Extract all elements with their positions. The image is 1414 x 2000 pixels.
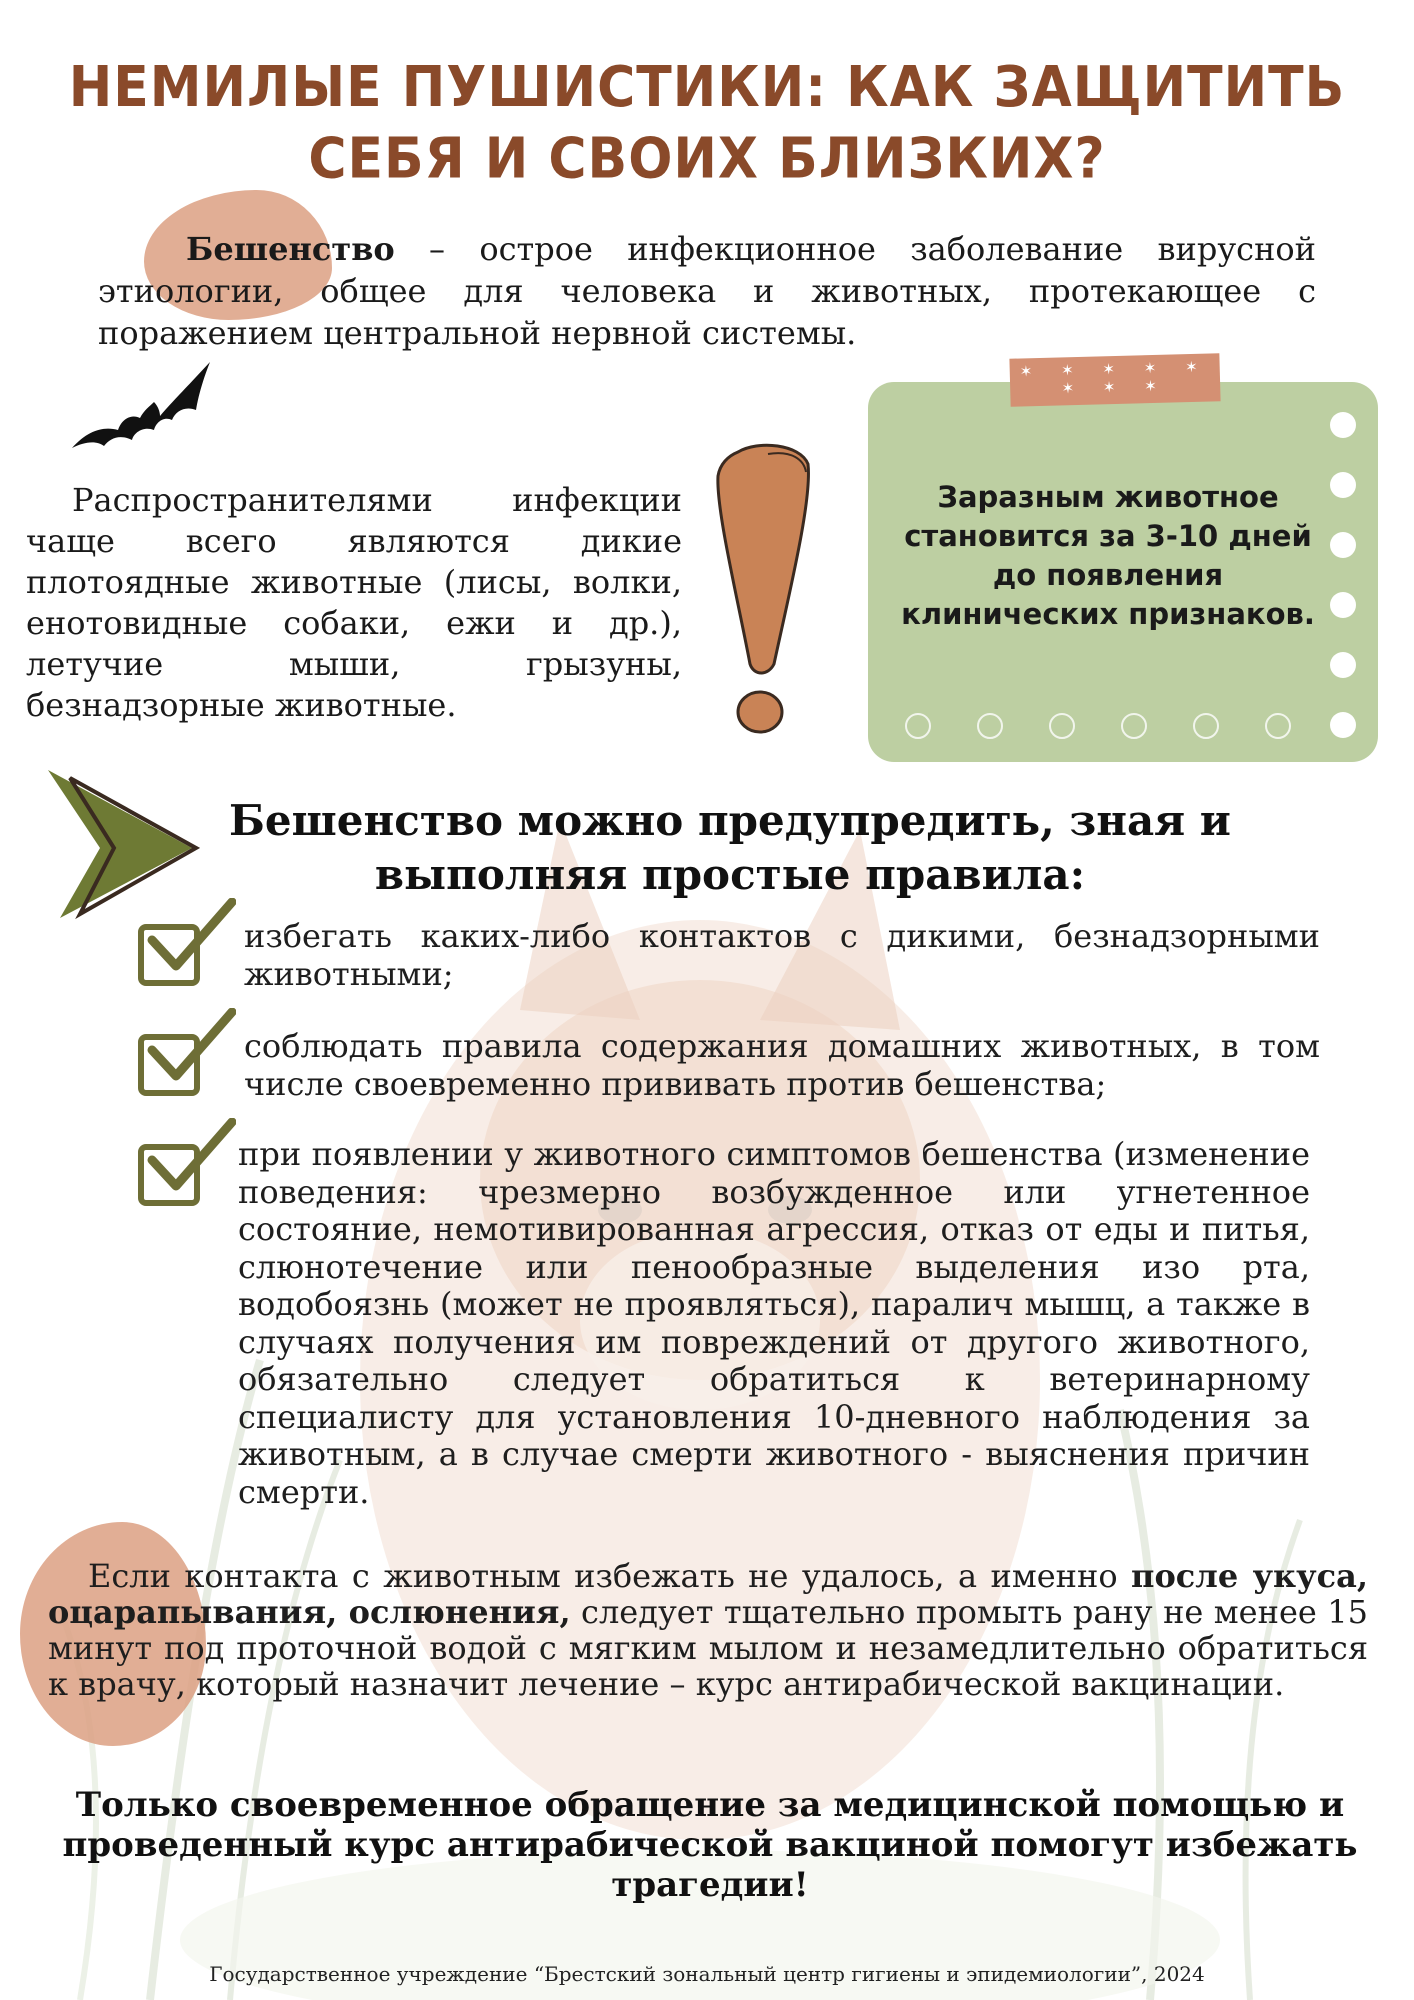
check-icon: [146, 898, 236, 978]
exclamation-icon: [708, 440, 818, 740]
rule-item: при появлении у животного симптомов бешенства (изменение поведения: чрезмерно возбужденное или угнетенное состояние, немотивированная агрессия, отказ от еды и питья, слюнотечение или пенообразные выделения изо рта, водобоязнь (может не проявляться), паралич мышц, а также в случаях получения им повреждений от другого животного, обязательно следует обратиться к ветеринарному специалисту для установления 10-дневного наблюдения за животным, а в случае смерти животного - выяснения причин смерти.: [238, 1135, 1310, 1511]
contact-rest: следует тщательно промыть рану не менее 15 минут под проточной водой с мягким мылом и незамедлительно обратиться к врачу, который назначит лечение – курс антирабической вакцинации.: [48, 1593, 1369, 1703]
card-hole: [1330, 532, 1356, 558]
rules-heading: Бешенство можно предупредить, зная и выполняя простые правила:: [229, 796, 1231, 899]
definition-paragraph: [98, 228, 1316, 354]
check-icon: [146, 1008, 236, 1088]
final-statement: Только своевременное обращение за медицинской помощью и проведенный курс антирабической вакциной помогут избежать трагедии!: [62, 1785, 1358, 1905]
contact-bold: после укуса, оцарапывания, ослюнения,: [48, 1557, 1369, 1631]
card-hole: [1330, 412, 1356, 438]
bat-icon: [70, 360, 214, 452]
card-hole: [1330, 712, 1356, 738]
contact-paragraph: [48, 1558, 1368, 1702]
footer-credit: Государственное учреждение “Брестский зональный центр гигиены и эпидемиологии”, 2024: [209, 1962, 1205, 1986]
rule-item: избегать каких-либо контактов с дикими, безнадзорными животными;: [244, 917, 1320, 993]
card-hole: [1330, 652, 1356, 678]
card-hole: [1330, 592, 1356, 618]
page-title: НЕМИЛЫЕ ПУШИСТИКИ: КАК ЗАЩИТИТЬ СЕБЯ И СВОИХ БЛИЗКИХ?: [68, 55, 1346, 192]
tape-decoration: ✶ ✶ ✶ ✶ ✶ ✶ ✶ ✶: [1009, 353, 1220, 406]
apple-icons-row: [904, 706, 1304, 742]
spread-paragraph: Распространителями инфекции чаще всего являются дикие плотоядные животные (лисы, волки, енотовидные собаки, ежи и др.), летучие мыши, грызуны, безнадзорные животные.: [26, 481, 682, 724]
check-icon: [146, 1118, 236, 1198]
rule-item: соблюдать правила содержания домашних животных, в том числе своевременно прививать против бешенства;: [244, 1027, 1320, 1103]
card-hole: [1330, 472, 1356, 498]
definition-text: – острое инфекционное заболевание вирусной этиологии, общее для человека и животных, протекающее с поражением центральной нервной системы.: [98, 230, 1316, 352]
contact-lead: Если контакта с животным избежать не удалось, а именно: [88, 1557, 1132, 1595]
info-card-text: Заразным животное становится за 3-10 дней до появления клинических признаков.: [901, 480, 1315, 631]
definition-term: Бешенство: [186, 230, 395, 268]
